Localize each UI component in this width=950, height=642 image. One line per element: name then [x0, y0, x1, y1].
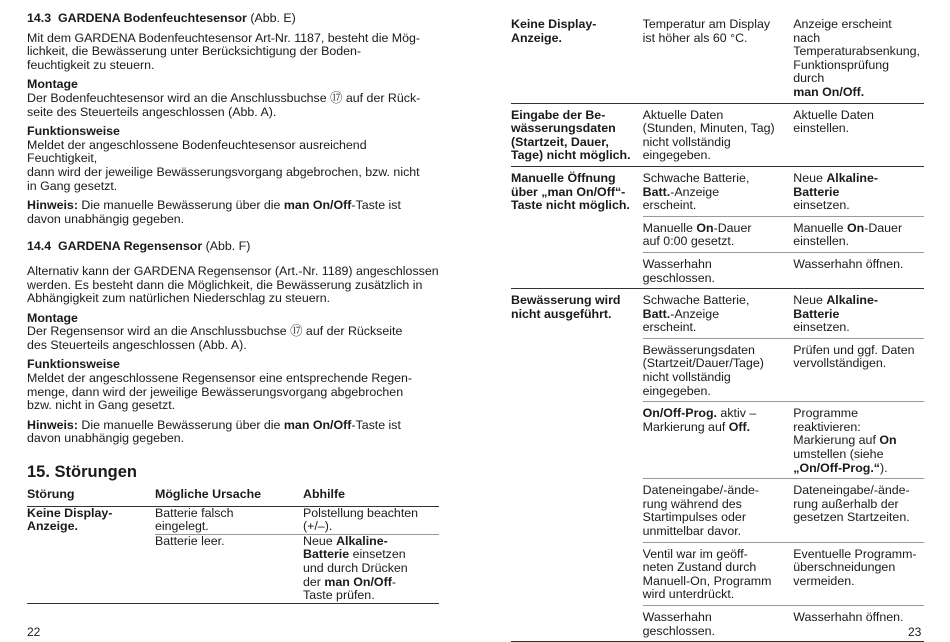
subheading-montage: Montage — [27, 77, 78, 92]
text-line: Der Bodenfeuchtesensor wird an die Anschlussbuchse ⑰ auf der Rück- — [27, 90, 421, 105]
text-bold: Alkaline-Batterie — [793, 170, 878, 199]
text-line: (Stunden, Minuten, Tag) — [642, 121, 775, 136]
chapter-heading: 15. Störungen — [27, 463, 138, 482]
text-run: einsetzen — [349, 547, 406, 562]
text-line: Schwache Batterie, — [642, 170, 750, 185]
section-title: GARDENA Bodenfeuchtesensor — [58, 11, 247, 25]
text-line: einsetzen. — [793, 198, 850, 213]
text-line: bzw. nicht in Gang gesetzt. — [27, 398, 176, 413]
text-line: eingegeben. — [642, 148, 711, 163]
text-line: Wasserhahn — [642, 256, 712, 271]
fault-cell — [511, 12, 643, 103]
cause-cell — [643, 166, 794, 216]
cause-cell — [643, 338, 794, 401]
troubleshooting-table — [27, 482, 439, 604]
text-line: vervollständigen. — [793, 356, 887, 371]
text-line: wässerungsdaten — [511, 121, 616, 136]
text-line: nicht ausgeführt. — [511, 306, 612, 321]
text-run: Neue — [303, 533, 337, 548]
remedy-cell — [793, 479, 924, 542]
hint-paragraph — [27, 419, 439, 446]
text-run: Manuelle — [793, 220, 847, 235]
text-line: rung außerhalb der — [793, 496, 899, 511]
text-line: und durch Drücken — [303, 561, 408, 575]
remedy-cell — [793, 338, 924, 401]
text-line: eingelegt. — [155, 519, 209, 534]
table-row — [27, 506, 439, 534]
subheading-funktionsweise: Funktionsweise — [27, 124, 120, 139]
text-line: Taste prüfen. — [303, 588, 375, 603]
text-bold: On — [846, 220, 865, 235]
text-line: einstellen. — [793, 234, 850, 249]
left-page — [27, 0, 439, 604]
remedy-cell — [303, 534, 439, 603]
text-line: einstellen. — [793, 121, 850, 136]
text-line: menge, dann wird der jeweilige Bewässerungsvorgang abgebrochen — [27, 384, 404, 399]
text-bold: man On/Off — [283, 417, 352, 432]
remedy-cell — [303, 506, 439, 534]
text-run: Neue — [793, 170, 827, 185]
text-line: Anzeige. — [511, 30, 562, 45]
text-line: Manuell-On, Programm — [642, 573, 772, 588]
text-bold: On — [879, 433, 897, 448]
text-line: Mit dem GARDENA Bodenfeuchtesensor Art-Nr. 1187, besteht die Mög- — [27, 30, 421, 45]
remedy-cell — [793, 289, 924, 339]
text-line: Batterie leer. — [155, 533, 225, 548]
text-line: Wasserhahn öffnen. — [793, 609, 904, 624]
figure-ref: (Abb. E) — [250, 11, 296, 25]
text-line: davon unabhängig gegeben. — [27, 211, 185, 226]
text-run: aktiv – — [716, 406, 757, 421]
text-line: Der Regensensor wird an die Anschlussbuchse ⑰ auf der Rückseite — [27, 324, 403, 339]
cause-cell — [155, 534, 303, 603]
text-line: nicht vollständig — [642, 370, 731, 385]
text-line: neten Zustand durch — [642, 560, 757, 575]
paragraph — [27, 325, 439, 352]
text-line: seite des Steuerteils angeschlossen (Abb. A). — [27, 104, 277, 119]
paragraph — [27, 139, 439, 193]
text-bold: man On/Off — [283, 198, 352, 213]
cause-cell — [643, 103, 794, 166]
text-run: -Taste ist — [351, 417, 401, 432]
text-line: Prüfen und ggf. Daten — [793, 342, 915, 357]
text-line: Abhängigkeit zum natürlichen Niederschlag zu steuern. — [27, 291, 331, 306]
text-line: Anzeige erscheint nach — [793, 17, 892, 45]
text-line: Wasserhahn öffnen. — [793, 256, 904, 271]
cause-cell — [643, 216, 794, 252]
text-line: Temperaturabsenkung, — [793, 44, 920, 59]
text-bold: man On/Off — [324, 574, 392, 589]
cause-cell — [155, 506, 303, 534]
text-line: Bewässerung wird — [511, 293, 621, 308]
text-run: Manuelle — [642, 220, 697, 235]
text-line: ist höher als 60 °C. — [642, 30, 748, 45]
text-line: Eingabe der Be- — [511, 107, 606, 122]
text-line: Manuelle Öffnung — [511, 170, 616, 185]
column-header: Abhilfe — [303, 482, 439, 506]
section-14-3-heading — [27, 12, 439, 26]
text-line: Ventil war im geöff- — [642, 546, 748, 561]
remedy-cell — [793, 605, 924, 641]
text-bold: Batterie — [303, 547, 350, 562]
remedy-cell — [793, 166, 924, 216]
cause-cell — [643, 402, 794, 479]
text-line: (Startzeit/Dauer/Tage) — [642, 356, 764, 371]
text-line: unmittelbar davor. — [642, 524, 742, 538]
text-line: Aktuelle Daten — [642, 107, 724, 122]
text-line: (Startzeit, Dauer, — [511, 134, 609, 149]
text-run: ). — [879, 460, 888, 475]
cause-cell — [643, 479, 794, 542]
text-line: Alternativ kann der GARDENA Regensensor (Art.-Nr. 1189) angeschlossen — [27, 263, 439, 278]
text-run: -Anzeige — [670, 184, 720, 199]
section-14-4-heading — [27, 240, 439, 254]
text-line: nicht vollständig — [642, 134, 731, 149]
text-line: Keine Display- — [27, 505, 113, 520]
text-line: geschlossen. — [642, 270, 715, 285]
section-title: GARDENA Regensensor — [58, 239, 203, 254]
fault-cell — [511, 289, 643, 642]
right-page — [511, 12, 924, 642]
text-run: -Taste ist — [351, 198, 401, 213]
text-bold: Alkaline-Batterie — [793, 293, 878, 321]
table-row — [511, 289, 924, 339]
text-bold: Off. — [728, 419, 751, 434]
remedy-cell — [793, 402, 924, 479]
cause-cell — [643, 252, 794, 288]
text-line: Eventuelle Programm- — [793, 546, 917, 561]
text-run: der — [303, 574, 325, 589]
text-line: Funktionsprüfung durch — [793, 57, 889, 86]
text-bold: Batt. — [642, 306, 671, 321]
text-run: - — [391, 574, 396, 589]
cause-cell — [643, 12, 794, 103]
section-number: 14.3 — [27, 11, 52, 25]
paragraph — [27, 265, 439, 306]
paragraph — [27, 92, 439, 119]
table-row — [511, 103, 924, 166]
remedy-cell — [793, 216, 924, 252]
text-line: dann wird der jeweilige Bewässerungsvorgang abgebrochen, bzw. nicht — [27, 164, 420, 179]
text-bold: On/Off-Prog. — [642, 406, 717, 421]
text-line: Programme reaktivieren: — [793, 406, 861, 434]
text-line: Startimpulses oder — [642, 510, 746, 525]
text-line: über „man On/Off“- — [511, 184, 626, 199]
text-bold: Batt. — [642, 184, 671, 199]
fault-cell — [511, 166, 643, 288]
text-run: -Dauer — [713, 220, 752, 235]
text-line: rung während des — [642, 496, 742, 511]
text-line: Batterie falsch — [155, 505, 234, 520]
text-line: Dateneingabe/-ände- — [642, 483, 760, 498]
hint-label: Hinweis: — [27, 198, 78, 213]
fault-cell — [511, 103, 643, 166]
text-bold: Alkaline- — [336, 533, 388, 548]
hint-paragraph — [27, 199, 439, 226]
text-run: -Anzeige — [670, 306, 720, 321]
cause-cell — [643, 605, 794, 641]
page-number: 23 — [908, 625, 922, 639]
remedy-cell — [793, 252, 924, 288]
cause-cell — [643, 289, 794, 339]
text-line: erscheint. — [642, 320, 697, 335]
text-run: Markierung auf — [793, 433, 880, 448]
text-line: Temperatur am Display — [642, 17, 771, 31]
text-line: Schwache Batterie, — [642, 293, 750, 308]
text-line: lichkeit, die Bewässerung unter Berücksichtigung der Boden- — [27, 44, 362, 59]
text-line: auf 0:00 gesetzt. — [642, 234, 735, 249]
table-row — [511, 12, 924, 103]
section-number: 14.4 — [27, 239, 52, 254]
troubleshooting-table-continued — [511, 12, 924, 642]
remedy-cell — [793, 12, 924, 103]
text-run: Die manuelle Bewässerung über die — [77, 417, 284, 432]
text-line: Dateneingabe/-ände- — [793, 483, 910, 498]
column-header: Störung — [27, 482, 155, 506]
subheading-montage: Montage — [27, 310, 78, 325]
paragraph — [27, 32, 439, 73]
hint-label: Hinweis: — [27, 417, 78, 432]
text-line: Polstellung beachten — [303, 505, 419, 520]
text-line: vermeiden. — [793, 573, 855, 588]
text-bold: „On/Off-Prog.“ — [793, 460, 880, 475]
text-line: in Gang gesetzt. — [27, 178, 118, 193]
text-line: feuchtigkeit zu steuern. — [27, 57, 155, 72]
text-line: überschneidungen — [793, 560, 896, 575]
text-bold: man On/Off. — [793, 84, 865, 99]
remedy-cell — [793, 542, 924, 605]
subheading-funktionsweise: Funktionsweise — [27, 357, 120, 372]
text-line: (+/–). — [303, 519, 333, 534]
text-line: werden. Es besteht dann die Möglichkeit, die Bewässerung zusätzlich in — [27, 277, 423, 292]
text-line: Wasserhahn — [642, 609, 712, 624]
text-line: Keine Display- — [511, 17, 597, 31]
page-number: 22 — [27, 625, 41, 639]
fault-cell — [27, 506, 155, 603]
text-run: -Dauer — [864, 220, 903, 235]
text-run: Die manuelle Bewässerung über die — [77, 198, 284, 213]
text-line: gesetzen Startzeiten. — [793, 510, 910, 525]
text-line: des Steuerteils angeschlossen (Abb. A). — [27, 337, 247, 352]
text-line: einsetzen. — [793, 320, 850, 335]
text-run: Markierung auf — [642, 419, 729, 434]
text-bold: On — [696, 220, 714, 235]
text-line: Bewässerungsdaten — [642, 342, 755, 357]
figure-ref: (Abb. F) — [205, 239, 251, 254]
cause-cell — [643, 542, 794, 605]
text-line: wird unterdrückt. — [642, 587, 735, 602]
text-line: Meldet der angeschlossene Regensensor eine entsprechende Regen- — [27, 371, 413, 386]
text-line: Meldet der angeschlossene Bodenfeuchtesensor ausreichend Feuchtigkeit, — [27, 137, 367, 166]
text-line: davon unabhängig gegeben. — [27, 431, 185, 446]
text-line: geschlossen. — [642, 623, 715, 638]
paragraph — [27, 372, 439, 413]
text-line: Anzeige. — [27, 519, 78, 534]
text-line: erscheint. — [642, 198, 697, 213]
text-run: Neue — [793, 293, 827, 308]
remedy-cell — [793, 103, 924, 166]
column-header: Mögliche Ursache — [155, 482, 303, 506]
text-line: umstellen (siehe — [793, 447, 884, 462]
text-line: Aktuelle Daten — [793, 107, 874, 122]
text-line: Taste nicht möglich. — [511, 198, 630, 213]
text-line: eingegeben. — [642, 383, 711, 398]
table-row — [511, 166, 924, 216]
text-line: Tage) nicht möglich. — [511, 148, 631, 163]
